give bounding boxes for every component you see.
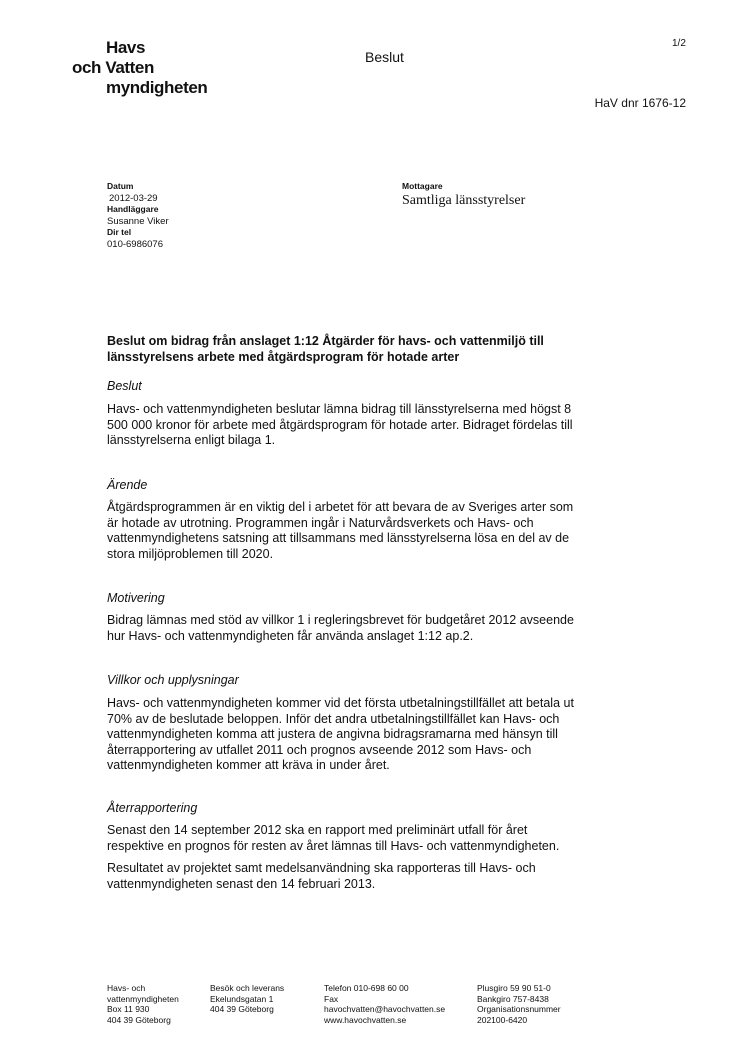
recipient-block: [402, 181, 525, 210]
logo-line-1: Havs: [106, 38, 146, 57]
section-text-aterrapportering-1: Senast den 14 september 2012 ska en rapport med preliminärt utfall för året respektive en prognos för resten av året lämnas till Havs- och vattenmyndigheten.: [107, 823, 560, 853]
document-meta: [107, 181, 169, 250]
footer-website: www.havochvatten.se: [324, 1014, 407, 1025]
officer-value: Susanne Viker: [107, 215, 169, 227]
date-value: 2012-03-29: [109, 192, 158, 204]
phone-value: 010-6986076: [107, 238, 163, 250]
footer-visit: [210, 983, 284, 1015]
section-text-villkor: Havs- och vattenmyndigheten kommer vid det första utbetalningstillfället att betala ut 70% av de beslutade beloppen. Inför det andra utbetalningstillfället kan Havs- och vattenmyndigheten komma att justera de angivna bidragsramarna med hänsyn till återrapportering av utfallet 2011 och prognos avseende 2012 som Havs- och vattenmyndigheten kommer att kräva in under året.: [107, 696, 574, 772]
phone-label: Dir tel: [107, 227, 132, 237]
footer-line: Telefon 010-698 60 00: [324, 983, 409, 993]
section-heading-arende: Ärende: [107, 478, 148, 492]
page-number: 1/2: [672, 38, 686, 49]
footer-line: Box 11 930: [107, 1004, 150, 1014]
date-label: Datum: [107, 181, 134, 191]
footer-line: 404 39 Göteborg: [210, 1004, 274, 1014]
section-heading-aterrapportering: Återrapportering: [107, 801, 198, 815]
section-text-aterrapportering-2: Resultatet av projektet samt medelsanvändning ska rapporteras till Havs- och vattenmyndigheten senast den 14 februari 2013.: [107, 861, 536, 891]
footer-line: Organisationsnummer: [477, 1004, 561, 1014]
footer-line: Bankgiro 757-8438: [477, 993, 549, 1004]
registration-number: HaV dnr 1676-12: [594, 96, 686, 110]
footer-line: Havs- och: [107, 983, 146, 993]
section-text-beslut: Havs- och vattenmyndigheten beslutar lämna bidrag till länsstyrelserna med högst 8 500 000 kronor för arbete med åtgärdsprogram för hotade arter. Bidraget fördelas till länsstyrelserna enligt bilaga 1.: [107, 402, 573, 447]
footer-email: havochvatten@havochvatten.se: [324, 1004, 446, 1014]
section-text-motivering: Bidrag lämnas med stöd av villkor 1 i regleringsbrevet för budgetåret 2012 avseende hur Havs- och vattenmyndigheten får använda anslaget 1:12 ap.2.: [107, 613, 574, 643]
section-heading-villkor: Villkor och upplysningar: [107, 673, 239, 687]
footer-line: 202100-6420: [477, 1014, 528, 1025]
section-heading-motivering: Motivering: [107, 591, 165, 605]
footer-contact: [324, 983, 445, 1025]
section-text-arende: Åtgärdsprogrammen är en viktig del i arbetet för att bevara de av Sveriges arter som är hotade av utrotning. Programmen ingår i Naturvårdsverkets och Havs- och vattenmyndighetens satsning att tillsammans med länsstyrelserna lösa en del av de stora miljöproblemen till 2020.: [107, 500, 574, 561]
footer-line: Fax: [324, 993, 339, 1004]
footer-line: vattenmyndigheten: [107, 993, 179, 1004]
logo-line-2: och Vatten: [72, 58, 154, 77]
officer-label: Handläggare: [107, 204, 159, 214]
recipient-label: Mottagare: [402, 181, 443, 191]
footer-payment: [477, 983, 561, 1025]
footer-line: 404 39 Göteborg: [107, 1014, 171, 1025]
section-heading-beslut: Beslut: [107, 379, 142, 393]
footer-line: Ekelundsgatan 1: [210, 993, 274, 1004]
footer-line: Besök och leverans: [210, 983, 285, 993]
document-title: Beslut om bidrag från anslaget 1:12 Åtgärder för havs- och vattenmiljö till länsstyrelsens arbete med åtgärdsprogram för hotade arter: [107, 334, 544, 364]
recipient-value: Samtliga länsstyrelser: [402, 193, 526, 208]
agency-logo: [72, 38, 207, 98]
logo-line-3: myndigheten: [106, 78, 208, 97]
footer-line: Plusgiro 59 90 51-0: [477, 983, 551, 993]
document-type: Beslut: [365, 49, 404, 65]
footer-address: [107, 983, 179, 1025]
